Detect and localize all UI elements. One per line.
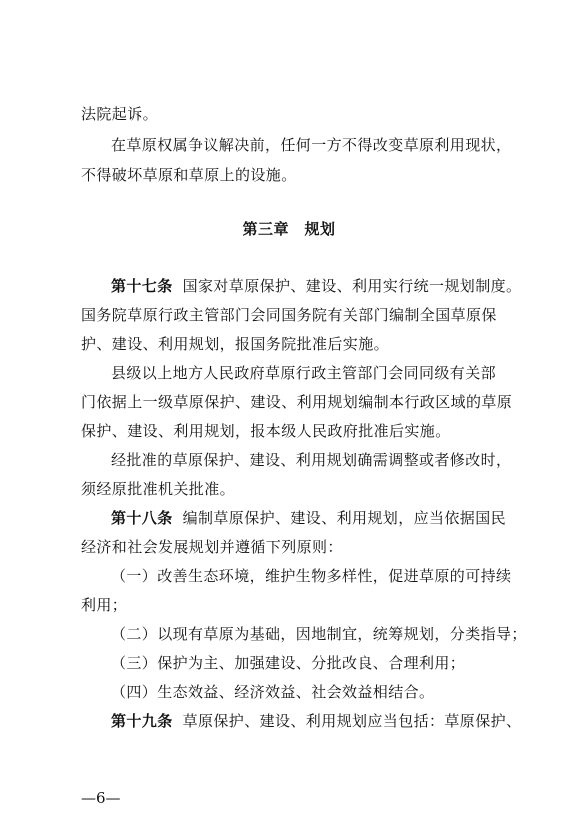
text-line: 保护、建设、利用规划，报本级人民政府批准后实施。 — [81, 422, 451, 440]
text-line: 不得破坏草原和草原上的设施。 — [81, 166, 297, 184]
article-19-label: 第十九条 — [111, 712, 173, 730]
list-item: （三）保护为主、加强建设、分批改良、合理利用； — [111, 654, 466, 672]
text-line: 利用； — [81, 596, 128, 614]
text-line: 在草原权属争议解决前，任何一方不得改变草原利用现状， — [111, 136, 512, 154]
article-19-first-line — [111, 711, 522, 731]
list-item: （四）生态效益、经济效益、社会效益相结合。 — [111, 683, 435, 701]
text-line: 须经原批准机关批准。 — [81, 480, 236, 498]
list-item: （二）以现有草原为基础，因地制宜，统筹规划，分类指导； — [111, 625, 527, 643]
text-line: 国务院草原行政主管部门会同国务院有关部门编制全国草原保 — [81, 306, 497, 324]
text-segment: 编制草原保护、建设、利用规划，应当依据国民 — [182, 509, 507, 527]
article-17-first-line — [111, 276, 522, 296]
text-line: 护、建设、利用规划，报国务院批准后实施。 — [81, 335, 390, 353]
text-segment: 国家对草原保护、建设、利用实行统一规划制度。 — [182, 277, 522, 295]
article-18-label: 第十八条 — [111, 509, 173, 527]
article-17-label: 第十七条 — [111, 277, 173, 295]
list-item: （一）改善生态环境，维护生物多样性，促进草原的可持续 — [111, 567, 512, 585]
chapter-title: 第三章 规划 — [242, 220, 336, 238]
text-line: 门依据上一级草原保护、建设、利用规划编制本行政区域的草原 — [81, 393, 513, 411]
text-line: 经批准的草原保护、建设、利用规划确需调整或者修改时， — [111, 451, 512, 469]
text-segment: 草原保护、建设、利用规划应当包括：草原保护、 — [182, 712, 522, 730]
text-line: 县级以上地方人民政府草原行政主管部门会同同级有关部 — [111, 364, 497, 382]
text-line: 经济和社会发展规划并遵循下列原则： — [81, 538, 343, 556]
text-line: 法院起诉。 — [81, 105, 159, 123]
page-number: —6— — [81, 789, 121, 807]
article-18-first-line — [111, 508, 511, 528]
